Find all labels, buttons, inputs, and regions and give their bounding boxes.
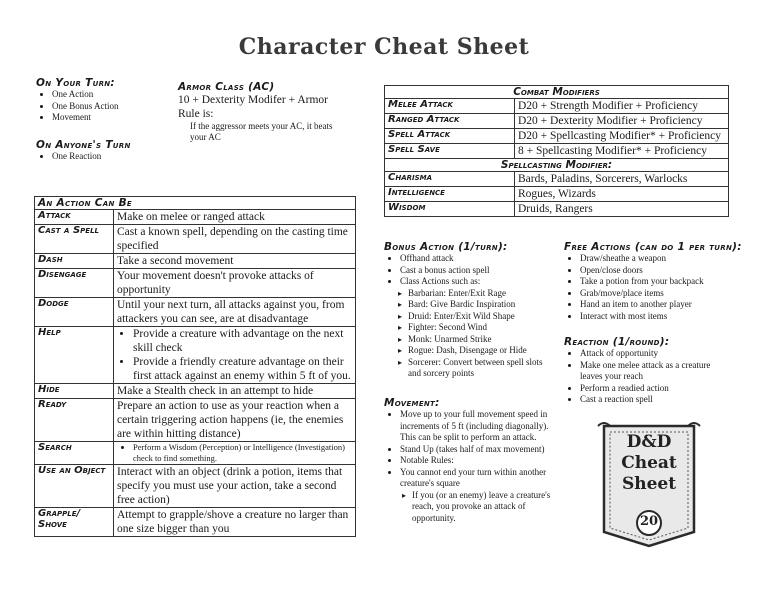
list-item: • One Bonus Action <box>52 101 161 113</box>
ability-classes: Rogues, Wizards <box>515 187 729 202</box>
ability-name: Charisma <box>385 172 515 187</box>
action-name: Hide <box>35 384 114 399</box>
list-item: • Hand an item to another player <box>580 299 744 311</box>
list-item: • Take a potion from your backpack <box>580 276 744 288</box>
table-row <box>35 384 356 399</box>
list-item: ▸ Bard: Give Bardic Inspiration <box>398 299 556 311</box>
list-item: • Make one melee attack as a creature leaves your reach <box>580 360 734 383</box>
table-row <box>35 269 356 298</box>
ability-classes: Druids, Rangers <box>515 202 729 217</box>
action-text: Make on melee or ranged attack <box>114 210 356 225</box>
table-row <box>385 187 729 202</box>
combat-modifiers-heading: Combat Modifiers <box>385 86 729 99</box>
action-text: Your movement doesn't provoke attacks of opportunity <box>114 269 356 298</box>
list-item: ▸ Monk: Unarmed Strike <box>398 334 556 346</box>
armor-class-rule-text: If the aggressor meets your AC, it beats your AC <box>190 121 333 142</box>
action-text: Cast a known spell, depending on the casting time specified <box>114 225 356 254</box>
armor-class-heading: Armor Class (AC) <box>178 81 275 93</box>
modifier-text: D20 + Spellcasting Modifier* + Proficiency <box>515 129 729 144</box>
table-row <box>35 225 356 254</box>
badge-line-3: Sheet <box>621 474 677 494</box>
ability-classes: Bards, Paladins, Sorcerers, Warlocks <box>515 172 729 187</box>
list-item: • Cast a reaction spell <box>580 394 734 406</box>
ability-name: Intelligence <box>385 187 515 202</box>
list-item: • You cannot end your turn within another creature's square <box>400 467 556 490</box>
list-item: • Open/close doors <box>580 265 744 277</box>
action-name: Cast a Spell <box>35 225 114 254</box>
badge-number: 20 <box>639 514 659 529</box>
action-text: Interact with an object (drink a potion, items that specify you must use your action, take a second free action) <box>114 465 356 508</box>
table-row <box>35 399 356 442</box>
table-row <box>385 129 729 144</box>
modifier-name: Spell Attack <box>385 129 515 144</box>
spellcasting-modifier-heading: Spellcasting Modifier: <box>385 159 729 172</box>
table-row <box>385 202 729 217</box>
on-anyones-turn-section <box>36 139 161 163</box>
modifier-name: Melee Attack <box>385 99 515 114</box>
modifier-text: D20 + Strength Modifier + Proficiency <box>515 99 729 114</box>
bonus-action-section <box>384 241 556 380</box>
armor-class-rule-label: Rule is: <box>178 108 214 120</box>
action-name: Dash <box>35 254 114 269</box>
on-anyones-turn-list <box>36 151 161 163</box>
table-row <box>385 172 729 187</box>
list-item: ▸ Druid: Enter/Exit Wild Shape <box>398 311 556 323</box>
actions-heading: An Action Can Be <box>35 197 356 210</box>
action-name: Help <box>35 327 114 384</box>
table-row <box>35 327 356 384</box>
table-row <box>35 210 356 225</box>
list-item: • Stand Up (takes half of max movement) <box>400 444 556 456</box>
list-item: • One Action <box>52 89 161 101</box>
table-row <box>385 114 729 129</box>
modifier-name: Spell Save <box>385 144 515 159</box>
list-item: • Grab/move/place items <box>580 288 744 300</box>
list-item: • Perform a Wisdom (Perception) or Intelligence (Investigation) check to find something. <box>133 442 352 464</box>
list-item: • Movement <box>52 112 161 124</box>
reaction-heading: Reaction (1/round): <box>564 336 670 348</box>
action-name: Search <box>35 442 114 465</box>
list-item: • Perform a readied action <box>580 383 734 395</box>
list-item: ▸ Barbarian: Enter/Exit Rage <box>398 288 556 300</box>
table-row <box>385 99 729 114</box>
action-name: Ready <box>35 399 114 442</box>
modifier-text: 8 + Spellcasting Modifier* + Proficiency <box>515 144 729 159</box>
on-your-turn-section <box>36 77 161 124</box>
dnd-cheat-sheet-logo <box>596 420 702 550</box>
list-item: • Notable Rules: <box>400 455 556 467</box>
table-row <box>35 465 356 508</box>
list-item: • Class Actions such as: <box>400 276 556 288</box>
action-name: Use an Object <box>35 465 114 508</box>
actions-table <box>34 196 356 537</box>
list-item: • Attack of opportunity <box>580 348 734 360</box>
movement-heading: Movement: <box>384 397 440 409</box>
action-text: Take a second movement <box>114 254 356 269</box>
list-item: • Offhand attack <box>400 253 556 265</box>
on-your-turn-list <box>36 89 161 124</box>
action-name: Attack <box>35 210 114 225</box>
armor-class-section <box>178 81 358 143</box>
page-title: Character Cheat Sheet <box>238 34 530 60</box>
list-item: • Provide a creature with advantage on the next skill check <box>133 327 352 355</box>
modifier-name: Ranged Attack <box>385 114 515 129</box>
reaction-section <box>564 336 734 406</box>
table-row <box>35 298 356 327</box>
list-item: ▸ Rogue: Dash, Disengage or Hide <box>398 345 556 357</box>
list-item: • Interact with most items <box>580 311 744 323</box>
action-name: Grapple/ Shove <box>35 508 114 537</box>
action-name: Dodge <box>35 298 114 327</box>
list-item: ▸ Fighter: Second Wind <box>398 322 556 334</box>
on-your-turn-heading: On Your Turn: <box>36 77 115 89</box>
modifier-text: D20 + Dexterity Modifier + Proficiency <box>515 114 729 129</box>
table-row <box>35 254 356 269</box>
list-item: • Move up to your full movement speed in increments of 5 ft (including diagonally). This can be split to perform an attack. <box>400 409 556 444</box>
combat-modifiers-table <box>384 85 729 217</box>
action-text: Attempt to grapple/shove a creature no larger than one size bigger than you <box>114 508 356 537</box>
action-text: Make a Stealth check in an attempt to hide <box>114 384 356 399</box>
list-item: • Cast a bonus action spell <box>400 265 556 277</box>
free-actions-section <box>564 241 744 322</box>
bonus-action-heading: Bonus Action (1/turn): <box>384 241 508 253</box>
table-row <box>385 144 729 159</box>
badge-line-1: D&D <box>626 432 672 452</box>
badge-line-2: Cheat <box>621 453 677 473</box>
ability-name: Wisdom <box>385 202 515 217</box>
table-row <box>35 442 356 465</box>
action-text: Until your next turn, all attacks against you, from attackers you can see, are at disadvantage <box>114 298 356 327</box>
list-item: ▸ If you (or an enemy) leave a creature's reach, you provoke an attack of opportunity. <box>402 490 556 525</box>
armor-class-formula: 10 + Dexterity Modifer + Armor <box>178 94 328 106</box>
on-anyones-turn-heading: On Anyone's Turn <box>36 139 131 151</box>
list-item: • One Reaction <box>52 151 161 163</box>
list-item: • Provide a friendly creature advantage on their first attack against an enemy within 5 ft of you. <box>133 355 352 383</box>
action-name: Disengage <box>35 269 114 298</box>
free-actions-heading: Free Actions (can do 1 per turn): <box>564 241 742 253</box>
table-row <box>35 508 356 537</box>
class-actions-list <box>384 288 556 380</box>
movement-section <box>384 397 556 524</box>
action-text: Prepare an action to use as your reaction when a certain triggering action happens (ie, the enemies are within hitting distance) <box>114 399 356 442</box>
list-item: ▸ Sorcerer: Convert between spell slots and sorcery points <box>398 357 556 380</box>
list-item: • Draw/sheathe a weapon <box>580 253 744 265</box>
